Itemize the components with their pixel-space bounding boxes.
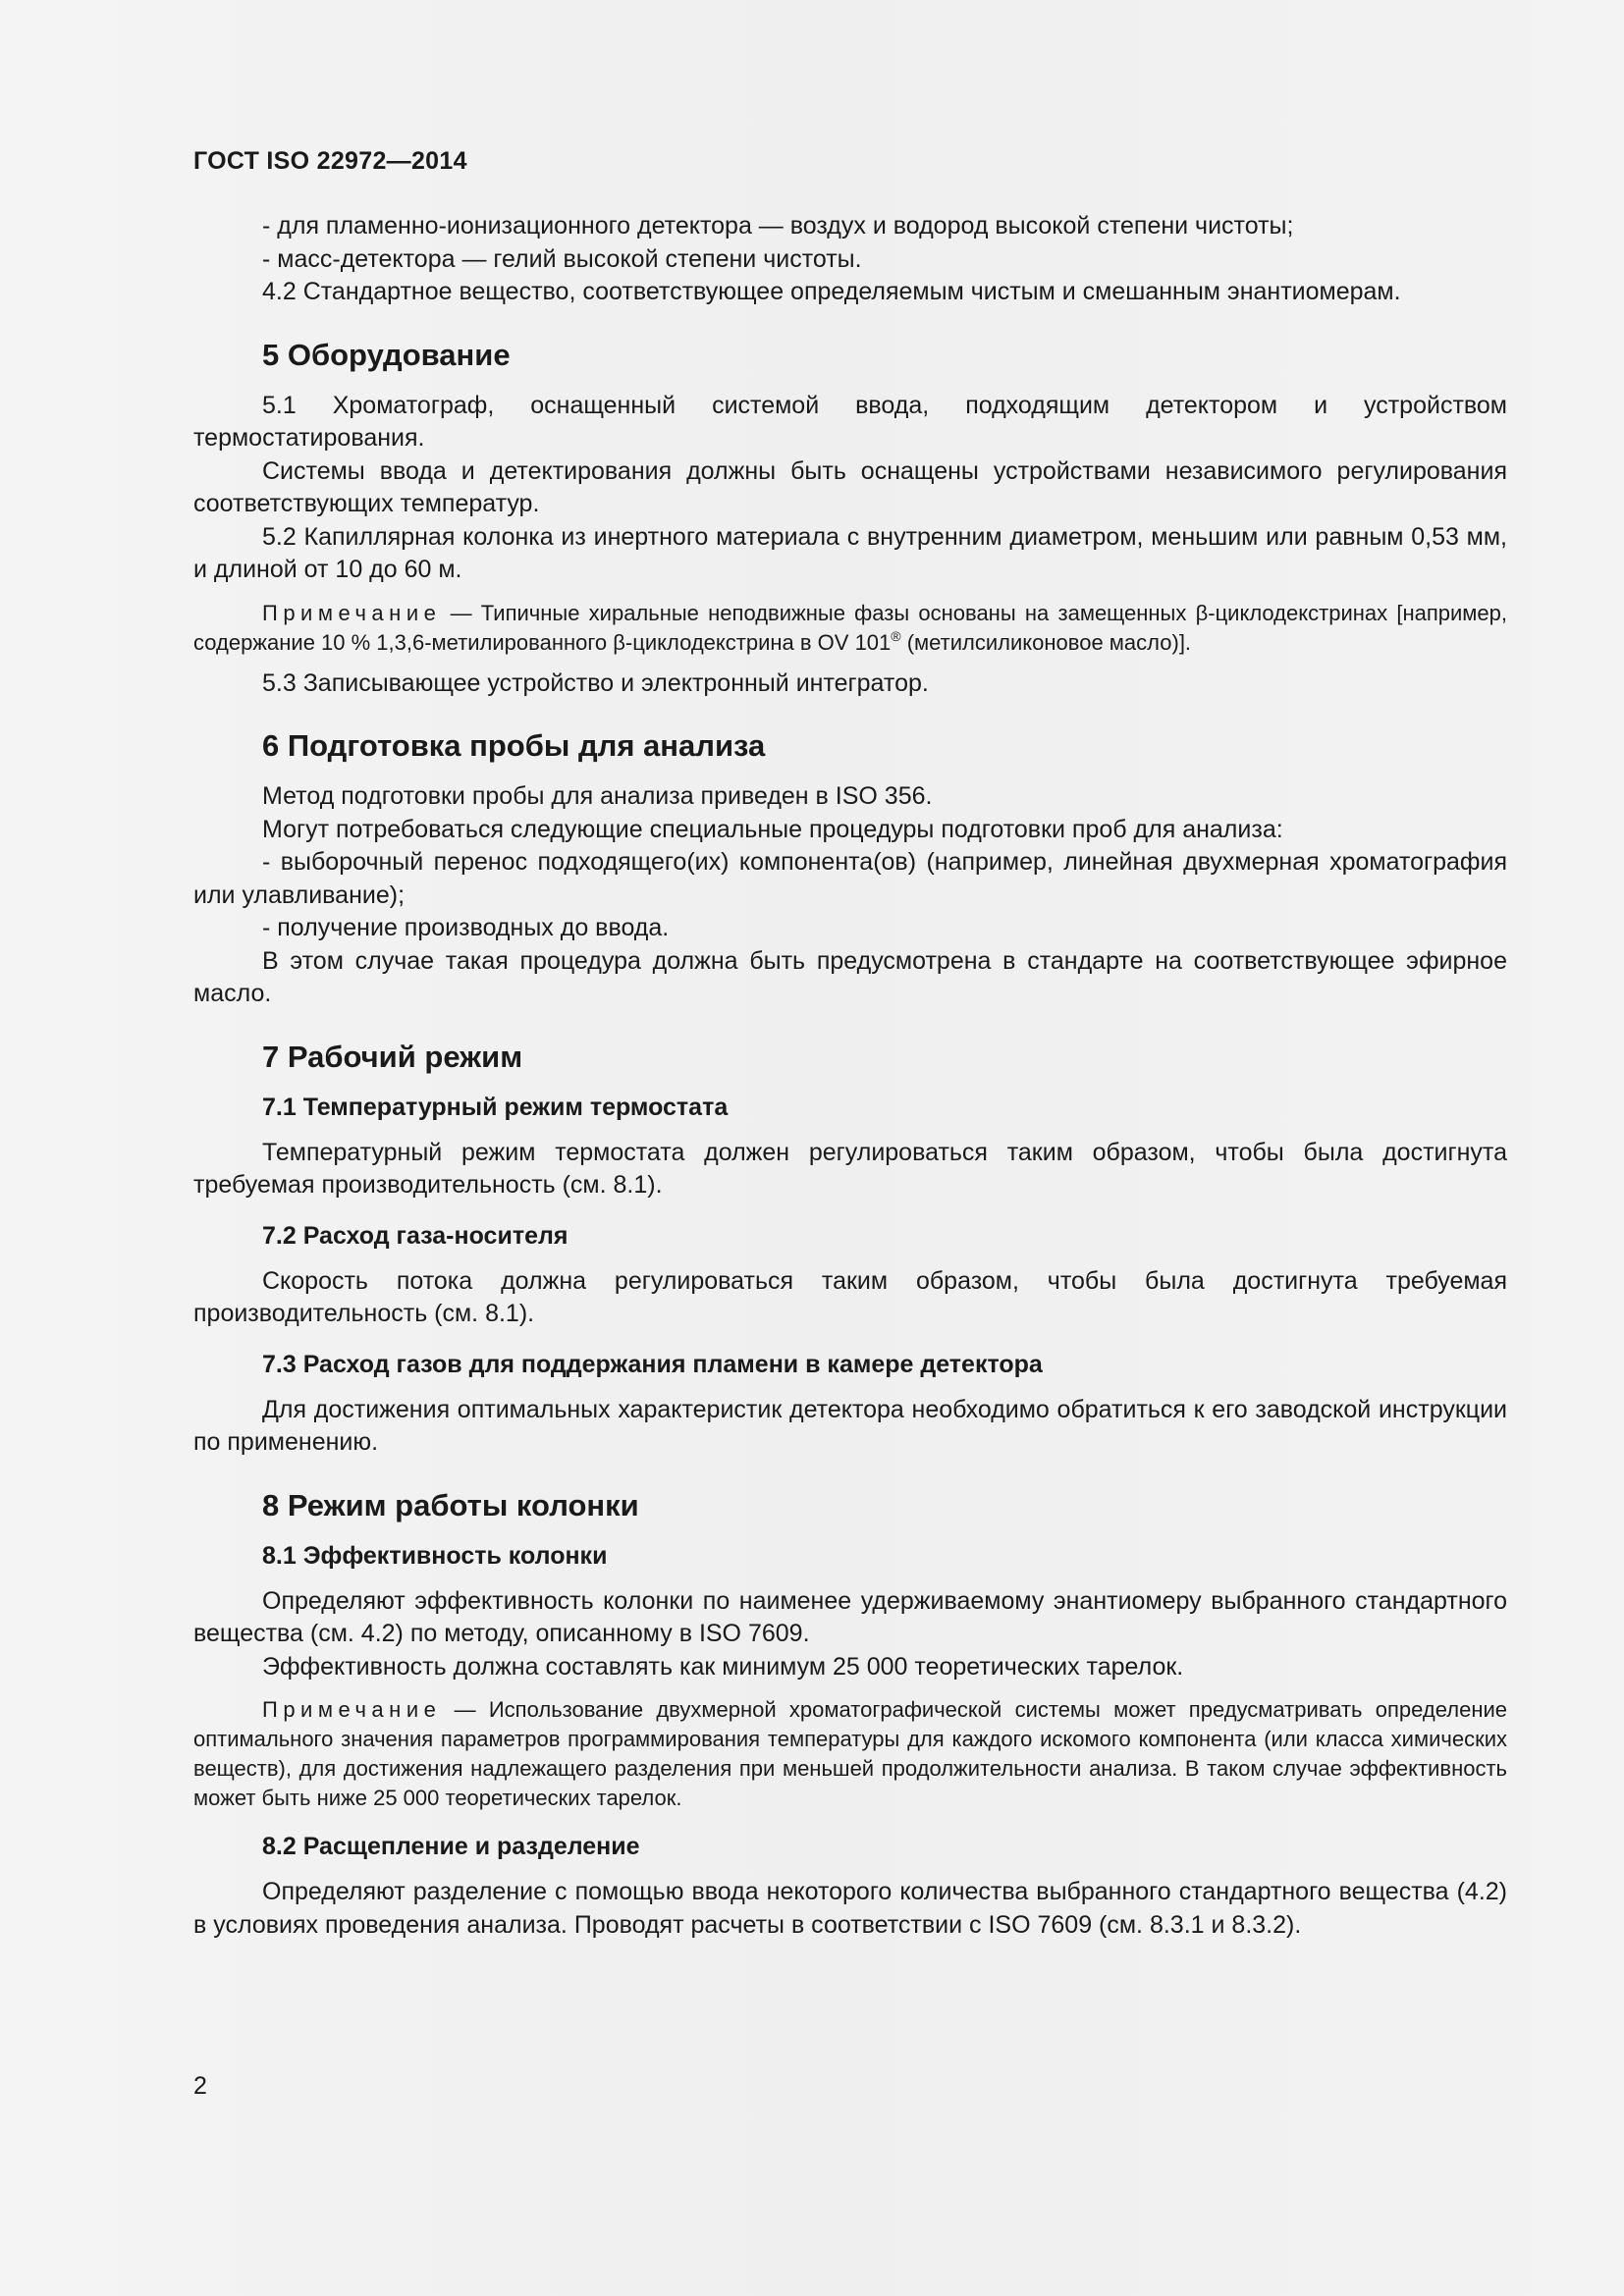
note-text: — Использование двухмерной хроматографической системы может предусматривать определение оптимального значения параметров программирования температуры для каждого искомого компонента (или класса химических веществ), для достижения надлежащего разделения при меньшей продолжительности анализа. В таком случае эффективность может быть ниже 25 000 теоретических тарелок. <box>193 1697 1507 1810</box>
paragraph: 4.2 Стандартное вещество, соответствующее определяемым чистым и смешанным энантиомерам. <box>262 278 1401 305</box>
paragraph: - выборочный перенос подходящего(их) компонента(ов) (например, линейная двухмерная хроматография или улавливание); <box>193 848 1507 909</box>
subsection-heading-7-2: 7.2 Расход газа-носителя <box>262 1221 568 1250</box>
paragraph: 5.2 Капиллярная колонка из инертного материала с внутренним диаметром, меньшим или равным 0,53 мм, и длиной от 10 до 60 м. <box>193 522 1507 583</box>
paragraph: - масс-детектора — гелий высокой степени чистоты. <box>262 244 862 273</box>
subsection-heading-8-1: 8.1 Эффективность колонки <box>262 1541 608 1570</box>
section-heading-6: 6 Подготовка пробы для анализа <box>262 728 766 763</box>
note <box>193 599 1507 658</box>
paragraph: 5.3 Записывающее устройство и электронный интегратор. <box>262 668 929 697</box>
page-number: 2 <box>193 2072 207 2100</box>
note <box>193 1695 1507 1813</box>
note-text: (метилсиликоновое масло)]. <box>900 629 1192 655</box>
paragraph: Для достижения оптимальных характеристик детектора необходимо обратиться к его заводской инструкции по применению. <box>193 1395 1507 1456</box>
note-text: — Типичные хиральные неподвижные фазы основаны на замещенных β-циклодекстринах [например, содержание 10 % 1,3,6-метилированного β-циклодекстрина в OV 101 <box>193 600 1507 655</box>
paragraph: Метод подготовки пробы для анализа приведен в ISO 356. <box>262 782 933 810</box>
section-heading-7: 7 Рабочий режим <box>262 1039 523 1074</box>
registered-mark: ® <box>891 627 901 644</box>
section-heading-8: 8 Режим работы колонки <box>262 1487 639 1522</box>
document-code: ГОСТ ISO 22972—2014 <box>193 147 467 175</box>
paragraph: В этом случае такая процедура должна быть предусмотрена в стандарте на соответствующее эфирное масло. <box>193 946 1507 1007</box>
section-heading-5: 5 Оборудование <box>262 337 511 372</box>
paragraph: Эффективность должна составлять как минимум 25 000 теоретических тарелок. <box>262 1652 1184 1681</box>
paragraph: 5.1 Хроматограф, оснащенный системой ввода, подходящим детектором и устройством термостатирования. <box>193 391 1507 452</box>
paragraph: Температурный режим термостата должен регулироваться таким образом, чтобы была достигнута требуемая производительность (см. 8.1). <box>193 1138 1507 1199</box>
paragraph: - для пламенно-ионизационного детектора — воздух и водород высокой степени чистоты; <box>262 212 1294 240</box>
paragraph: Скорость потока должна регулироваться таким образом, чтобы была достигнута требуемая производительность (см. 8.1). <box>193 1266 1507 1327</box>
note-label: Примечание <box>262 1697 442 1722</box>
paragraph: Системы ввода и детектирования должны быть оснащены устройствами независимого регулирования соответствующих температур. <box>193 456 1507 517</box>
subsection-heading-8-2: 8.2 Расщепление и разделение <box>262 1833 640 1860</box>
page-content <box>193 145 1507 1942</box>
subsection-heading-7-1: 7.1 Температурный режим термостата <box>262 1093 729 1121</box>
paragraph: Определяют эффективность колонки по наименее удерживаемому энантиомеру выбранного стандартного вещества (см. 4.2) по методу, описанному в ISO 7609. <box>193 1586 1507 1647</box>
note-label: Примечание <box>262 600 442 625</box>
paragraph: Определяют разделение с помощью ввода некоторого количества выбранного стандартного вещества (4.2) в условиях проведения анализа. Проводят расчеты в соответствии с ISO 7609 (см. 8.3.1 и 8.3.2). <box>193 1878 1507 1939</box>
paragraph: Могут потребоваться следующие специальные процедуры подготовки проб для анализа: <box>262 815 1283 843</box>
subsection-heading-7-3: 7.3 Расход газов для поддержания пламени в камере детектора <box>262 1350 1043 1378</box>
paragraph: - получение производных до ввода. <box>262 914 670 941</box>
